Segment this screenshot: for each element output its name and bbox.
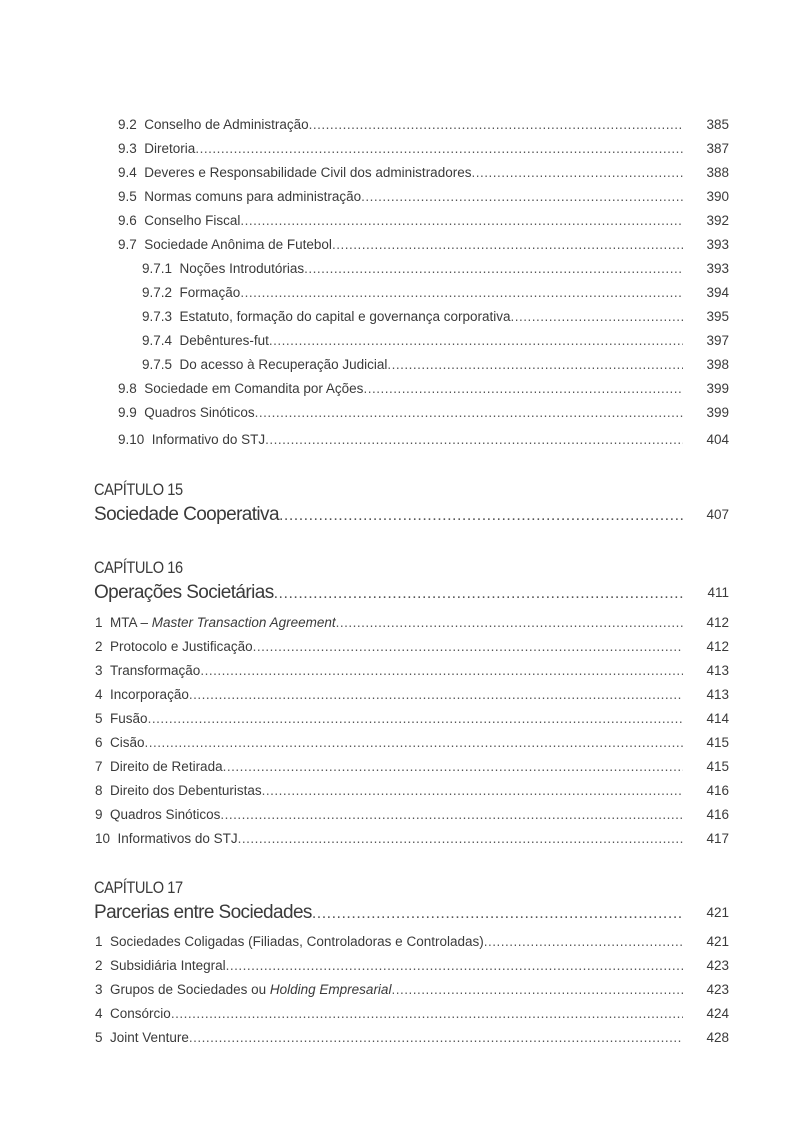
toc-leader-dots [484, 932, 683, 952]
toc-entry [0, 805, 800, 825]
chapter-title: Sociedade Cooperativa [94, 504, 279, 525]
toc-leader-dots [511, 307, 684, 327]
toc-leader-dots [471, 163, 683, 183]
toc-entry [0, 980, 800, 1000]
toc-entry-number: 3 [95, 982, 103, 997]
toc-leader-dots [200, 661, 683, 681]
toc-entry-page: 428 [706, 1030, 729, 1045]
toc-entry-page: 415 [706, 735, 729, 750]
toc-entry-page: 416 [706, 783, 729, 798]
toc-entry [0, 379, 800, 399]
toc-entry-page: 404 [706, 432, 729, 447]
toc-entry-title: Quadros Sinóticos [110, 807, 221, 822]
toc-leader-dots [304, 259, 683, 279]
toc-entry-title: Quadros Sinóticos [144, 405, 255, 420]
toc-entry-title: Debêntures-fut [179, 333, 269, 348]
toc-entry-title: Consórcio [110, 1006, 171, 1021]
toc-entry [0, 661, 800, 681]
toc-entry-title-italic: Master Transaction Agreement [151, 615, 336, 630]
toc-entry-title: MTA – Master Transaction Agreement [110, 615, 336, 630]
toc-entry-number: 2 [95, 639, 103, 654]
toc-entry [0, 685, 800, 705]
toc-subentry [0, 307, 800, 327]
toc-entry-number: 9.9 [118, 405, 137, 420]
toc-entry-number: 2 [95, 958, 103, 973]
toc-entry-title: Informativos do STJ [117, 831, 238, 846]
toc-entry-number: 9.3 [118, 141, 137, 156]
toc-entry-page: 423 [706, 958, 729, 973]
toc-entry-page: 385 [706, 117, 729, 132]
toc-entry [0, 163, 800, 183]
toc-subentry [0, 259, 800, 279]
toc-entry-title: Diretoria [144, 141, 196, 156]
toc-entry [0, 829, 800, 849]
toc-entry-page: 387 [706, 141, 729, 156]
toc-leader-dots [332, 235, 683, 255]
toc-entry [0, 956, 800, 976]
toc-entry-page: 394 [706, 285, 729, 300]
toc-entry-number: 9.2 [118, 117, 137, 132]
toc-entry [0, 115, 800, 135]
toc-entry-title: Formação [179, 285, 241, 300]
toc-entry-page: 392 [706, 213, 729, 228]
toc-entry-number: 9.7.4 [142, 333, 173, 348]
toc-leader-dots [262, 781, 683, 801]
toc-entry-title: Protocolo e Justificação [110, 639, 253, 654]
toc-leader-dots [309, 115, 683, 135]
toc-entry-number: 9.7.3 [142, 309, 173, 324]
toc-entry-page: 416 [706, 807, 729, 822]
toc-entry-page: 413 [706, 663, 729, 678]
chapter-title-row [0, 901, 800, 925]
toc-leader-dots [274, 582, 683, 606]
toc-leader-dots [363, 379, 683, 399]
toc-entry-page: 393 [706, 261, 729, 276]
toc-entry-number: 9.7.5 [142, 357, 173, 372]
toc-entry [0, 1004, 800, 1024]
toc-leader-dots [269, 331, 683, 351]
toc-entry-number: 5 [95, 1030, 103, 1045]
toc-entry [0, 757, 800, 777]
toc-entry-page: 395 [706, 309, 729, 324]
chapter-page: 407 [706, 507, 729, 522]
toc-entry-number: 1 [95, 934, 103, 949]
toc-leader-dots [195, 139, 683, 159]
toc-entry-number: 9.4 [118, 165, 137, 180]
toc-leader-dots [312, 902, 683, 926]
toc-entry [0, 1028, 800, 1048]
toc-leader-dots [391, 980, 683, 1000]
toc-entry-page: 424 [706, 1006, 729, 1021]
toc-entry-title: Direito de Retirada [110, 759, 223, 774]
toc-entry-number: 6 [95, 735, 103, 750]
chapter-title-row [0, 503, 800, 527]
toc-leader-dots [189, 1028, 683, 1048]
chapter-title-row [0, 581, 800, 605]
toc-entry-title: Estatuto, formação do capital e governança corporativa [179, 309, 511, 324]
toc-entry-page: 423 [706, 982, 729, 997]
toc-leader-dots [238, 829, 683, 849]
toc-entry-title: Incorporação [110, 687, 189, 702]
toc-leader-dots [240, 211, 683, 231]
toc-entry-title: Informativo do STJ [151, 432, 266, 447]
toc-entry-page: 397 [706, 333, 729, 348]
toc-entry-page: 398 [706, 357, 729, 372]
toc-entry-number: 3 [95, 663, 103, 678]
toc-entry-title: Grupos de Sociedades ou Holding Empresarial [110, 982, 392, 997]
toc-entry-number: 9 [95, 807, 103, 822]
toc-leader-dots [240, 283, 683, 303]
toc-leader-dots [220, 805, 683, 825]
toc-entry-number: 8 [95, 783, 103, 798]
toc-entry-title: Cisão [110, 735, 145, 750]
toc-entry-page: 399 [706, 381, 729, 396]
toc-entry-title: Joint Venture [110, 1030, 189, 1045]
toc-entry [0, 781, 800, 801]
chapter-label: CAPÍTULO 16 [94, 558, 183, 577]
toc-entry-number: 4 [95, 687, 103, 702]
toc-leader-dots [226, 956, 683, 976]
toc-entry-title: Subsidiária Integral [110, 958, 226, 973]
toc-entry-page: 412 [706, 615, 729, 630]
toc-entry [0, 709, 800, 729]
toc-entry [0, 235, 800, 255]
toc-entry-title: Do acesso à Recuperação Judicial [179, 357, 388, 372]
toc-leader-dots [189, 685, 683, 705]
toc-entry-page: 388 [706, 165, 729, 180]
toc-entry-number: 9.10 [118, 432, 145, 447]
toc-entry-title: Normas comuns para administração [144, 189, 362, 204]
toc-entry-number: 9.5 [118, 189, 137, 204]
toc-entry-title: Direito dos Debenturistas [110, 783, 262, 798]
toc-entry [0, 187, 800, 207]
toc-leader-dots [145, 733, 683, 753]
toc-subentry [0, 331, 800, 351]
toc-entry-title: Sociedade em Comandita por Ações [144, 381, 364, 396]
toc-entry-title-italic: Holding Empresarial [269, 982, 392, 997]
toc-entry-title: Transformação [110, 663, 201, 678]
toc-entry [0, 733, 800, 753]
toc-entry-page: 412 [706, 639, 729, 654]
toc-entry-title: Deveres e Responsabilidade Civil dos administradores [144, 165, 472, 180]
toc-subentry [0, 283, 800, 303]
toc-entry [0, 932, 800, 952]
toc-entry-title: Sociedades Coligadas (Filiadas, Controladoras e Controladas) [110, 934, 484, 949]
chapter-label: CAPÍTULO 15 [94, 480, 183, 499]
chapter-title: Parcerias entre Sociedades [94, 902, 312, 923]
toc-entry-title: Sociedade Anônima de Futebol [144, 237, 332, 252]
toc-entry-number: 4 [95, 1006, 103, 1021]
chapter-label: CAPÍTULO 17 [94, 878, 183, 897]
chapter-page: 411 [707, 585, 729, 600]
toc-entry [0, 430, 800, 450]
toc-entry-page: 414 [706, 711, 729, 726]
chapter-page: 421 [706, 905, 729, 920]
toc-entry-number: 1 [95, 615, 103, 630]
toc-leader-dots [336, 613, 683, 633]
toc-entry-number: 9.8 [118, 381, 137, 396]
toc-entry-page: 413 [706, 687, 729, 702]
toc-leader-dots [223, 757, 683, 777]
toc-entry [0, 613, 800, 633]
toc-entry-number: 10 [95, 831, 111, 846]
toc-leader-dots [265, 430, 683, 450]
toc-entry-number: 9.7.2 [142, 285, 173, 300]
toc-entry-number: 9.7.1 [142, 261, 173, 276]
toc-leader-dots [148, 709, 683, 729]
toc-entry [0, 637, 800, 657]
toc-leader-dots [255, 403, 683, 423]
toc-entry-page: 421 [706, 934, 729, 949]
toc-entry-number: 5 [95, 711, 103, 726]
toc-entry-number: 7 [95, 759, 103, 774]
toc-entry-page: 415 [706, 759, 729, 774]
toc-leader-dots [171, 1004, 683, 1024]
toc-entry-title: Noções Introdutórias [179, 261, 305, 276]
toc-entry-title: Fusão [110, 711, 148, 726]
toc-entry-title: Conselho de Administração [144, 117, 309, 132]
toc-leader-dots [253, 637, 683, 657]
toc-entry-page: 390 [706, 189, 729, 204]
toc-entry-number: 9.6 [118, 213, 137, 228]
toc-leader-dots [279, 504, 683, 528]
toc-leader-dots [361, 187, 683, 207]
toc-entry-number: 9.7 [118, 237, 137, 252]
toc-entry-page: 399 [706, 405, 729, 420]
toc-entry-page: 417 [706, 831, 729, 846]
toc-entry [0, 139, 800, 159]
toc-leader-dots [387, 355, 683, 375]
toc-entry-page: 393 [706, 237, 729, 252]
toc-subentry [0, 355, 800, 375]
toc-entry [0, 403, 800, 423]
toc-entry [0, 211, 800, 231]
chapter-title: Operações Societárias [94, 582, 274, 603]
toc-entry-title: Conselho Fiscal [144, 213, 241, 228]
